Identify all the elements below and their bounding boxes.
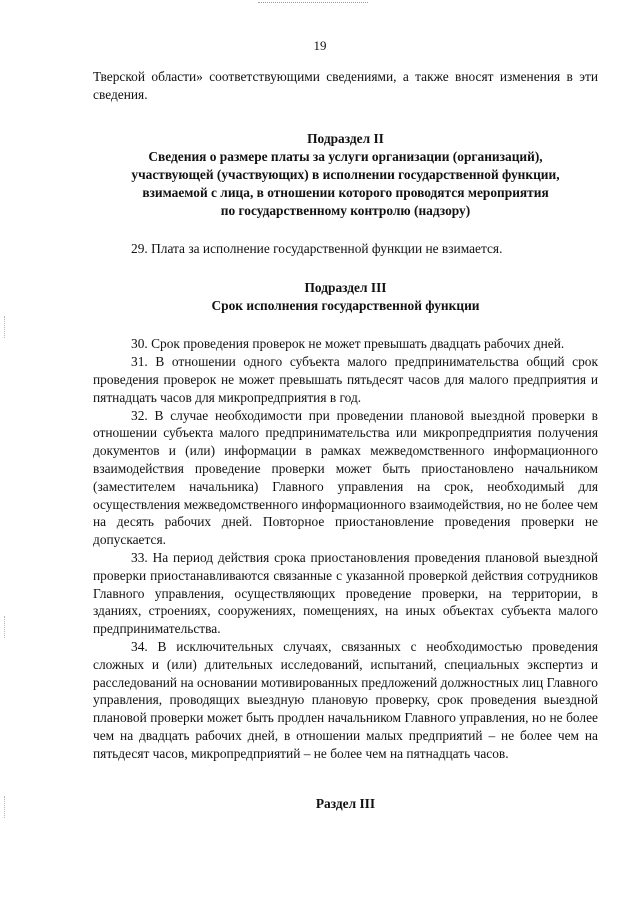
- subsection-3-title: Срок исполнения государственной функции: [211, 298, 480, 314]
- scan-dots: [4, 796, 7, 818]
- subsection-2-title-line: участвующей (участвующих) в исполнении государственной функции,: [131, 166, 560, 182]
- scan-dots: [4, 616, 7, 638]
- paragraph-29: 29. Плата за исполнение государственной функции не взимается.: [131, 240, 503, 256]
- paragraph-34: 34. В исключительных случаях, связанных с необходимостью проведения сложных и (или) длительных исследований, испытаний, специальных экспертиз и расследований на основании мотивированных предложений должностных лиц Главного управления, проводящих выездную плановую проверку, срок проведения выездной плановой проверки может быть продлен начальником Главного управления, но не более чем на двадцать рабочих дней, в отношении малых предприятий – не более чем на пятьдесят часов, микропредприятий – не более чем на пятнадцать часов.: [93, 638, 598, 761]
- scan-marks: [258, 2, 368, 7]
- section-3-label: Раздел III: [315, 795, 376, 811]
- subsection-2-title: [93, 148, 598, 220]
- subsection-2-label: Подраздел II: [307, 130, 384, 146]
- subsection-2-title-line: по государственному контролю (надзору): [220, 202, 471, 218]
- page-number: 19: [313, 38, 327, 53]
- subsection-2-title-line: взимаемой с лица, в отношении которого проводятся мероприятия: [142, 184, 549, 200]
- paragraph-30: 30. Срок проведения проверок не может превышать двадцать рабочих дней.: [131, 336, 565, 352]
- scan-dots: [4, 316, 7, 338]
- paragraph-33: 33. На период действия срока приостановления проведения плановой выездной проверки приостанавливаются связанные с указанной проверкой действия сотрудников Главного управления, осуществляющих проведение проверки, на территории, в зданиях, строениях, сооружениях, помещениях, на иных объектах субъекта малого предпринимательства.: [93, 549, 598, 637]
- document-body: [93, 68, 598, 813]
- paragraph-32: 32. В случае необходимости при проведении плановой выездной проверки в отношении субъекта малого предпринимательства или микропредприятия получения документов и (или) информации в рамках межведомственного информационного взаимодействия проведение проверки может быть приостановлено начальником (заместителем начальника) Главного управления на срок, необходимый для осуществления межведомственного информационного взаимодействия, но не более чем на десять рабочих дней. Повторное приостановление проведения проверки не допускается.: [93, 407, 598, 548]
- subsection-2-title-line: Сведения о размере платы за услуги организации (организаций),: [148, 148, 543, 164]
- paragraph-31: 31. В отношении одного субъекта малого предпринимательства общий срок проведения проверок не может превышать пятьдесят часов для малого предприятия и пятнадцать часов для микропредприятия в год.: [93, 354, 598, 405]
- intro-paragraph: Тверской области» соответствующими сведениями, а также вносят изменения в эти сведения.: [93, 69, 598, 102]
- subsection-3-label: Подраздел III: [304, 280, 387, 296]
